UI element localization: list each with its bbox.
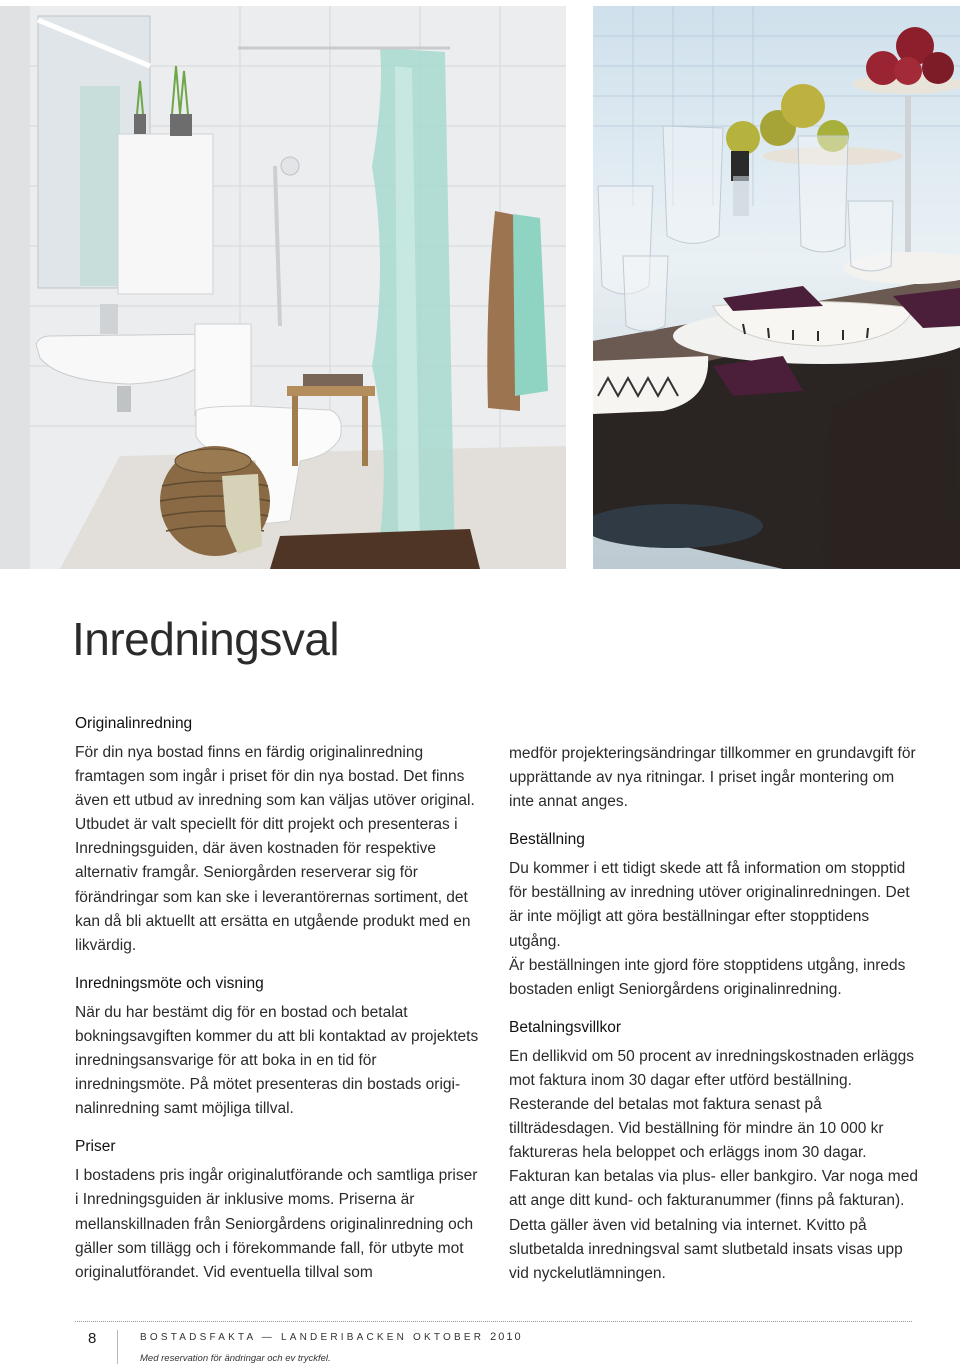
section-text-inredningsmote: När du har bestämt dig för en bostad och betalat bokningsavgiften kommer du att bli kontaktad av projektets inredningsansvarige för att boka in en tid för inredningsmöte. På mötet presenteras din bostads originalinredning samt möjliga tillval. xyxy=(75,1003,479,1118)
section-heading-betalningsvillkor: Betalningsvillkor xyxy=(509,1018,621,1036)
page-number: 8 xyxy=(88,1330,97,1347)
bathroom-photo xyxy=(0,6,566,569)
section-text-priser: I bostadens pris ingår originalutförande och samtliga priser i Inredningsguiden är inklusive moms. Priserna är mellanskillnaden från Seniorgårdens originalinredning och gäller som tillägg och i förekommande fall, för utbyte mot originalutförandet. Vid eventuella tillval som xyxy=(75,1167,478,1281)
footer-divider xyxy=(75,1321,912,1322)
footer-publication xyxy=(140,1331,523,1343)
section-heading-bestallning: Beställning xyxy=(509,831,585,849)
section-text-bestallning-a: Du kommer i ett tidigt skede att få information om stopptid för beställning av inredning utöver originalinredningen. Det är inte möjligt att göra beställningar efter stopptidens utgång. xyxy=(509,860,910,950)
section-text-bestallning-b: Är beställningen inte gjord före stopptidens utgång, inreds bostaden enligt Seniorgårdens originalinredning. xyxy=(509,956,906,998)
section-heading-priser: Priser xyxy=(75,1138,116,1156)
footer-disclaimer: Med reservation för ändringar och ev tryckfel. xyxy=(140,1353,331,1364)
section-text-originalinredning: För din nya bostad finns en färdig originalinredning framtagen som ingår i priset för din nya bostad. Det finns även ett utbud av inredning som kan väljas utöver original. Utbudet är valt speciellt för ditt projekt och presenteras i Inredningsguiden, där även kostnaden för respektive alternativ framgår. Seniorgården reserverar sig för förändringar som kan ske i leverantörernas sortiment, det kan då bli aktuellt att ersätta en utgående produkt med en likvärdig. xyxy=(75,744,475,954)
footer-publication-name: BOSTADSFAKTA — LANDERIBACKEN OKTOBER xyxy=(140,1332,485,1343)
section-heading-originalinredning: Originalinredning xyxy=(75,715,193,732)
footer-year: 2010 xyxy=(490,1331,523,1343)
page-title: Inredningsval xyxy=(72,613,340,665)
right-column xyxy=(509,742,919,1286)
section-heading-inredningsmote: Inredningsmöte och visning xyxy=(75,974,264,992)
dining-table-photo xyxy=(593,6,960,569)
footer-separator xyxy=(117,1330,118,1364)
left-column xyxy=(75,712,480,1285)
section-text-betalningsvillkor: En dellikvid om 50 procent av inredningskostnaden erläggs mot faktura inom 30 dagar efter utförd beställning. Resterande del betalas mot faktura senast på tillträdesdagen. Vid beställning för mindre än 10 000 kr faktureras hela beloppet och erläggs inom 30 dagar. Fakturan kan betalas via plus- eller bankgiro. Var noga med att ange ditt kund- och fakturanummer (finns på fakturan). Detta gäller även vid betalning via internet. Kvitto på slutbetalda inredningsval samt slutbetald insats visas upp vid nyckelutlämningen. xyxy=(509,1047,918,1282)
continued-text: medför projekteringsändringar tillkommer en grundavgift för upprättande av nya ritningar. I priset ingår montering om inte annat anges. xyxy=(509,745,916,811)
